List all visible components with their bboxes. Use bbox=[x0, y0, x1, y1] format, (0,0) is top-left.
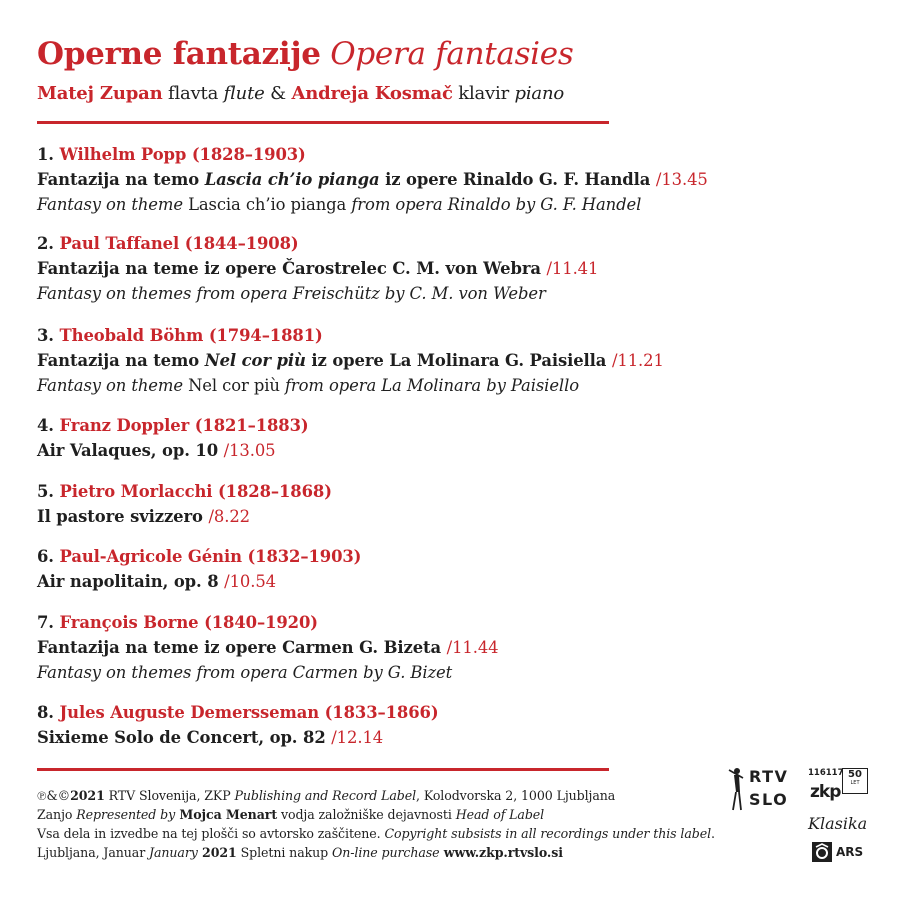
track-work-slovene bbox=[37, 725, 857, 750]
track-item bbox=[37, 231, 857, 323]
album-title-slovene: Operne fantazije bbox=[37, 36, 321, 72]
flutist-figure-icon bbox=[727, 766, 745, 812]
work-english-part: from opera Rinaldo by G. F. Handel bbox=[346, 195, 642, 214]
credits-line-date bbox=[37, 843, 715, 862]
track-composer-line bbox=[37, 142, 857, 167]
track-work-slovene bbox=[37, 348, 857, 373]
track-duration: /10.54 bbox=[224, 572, 276, 591]
ars-logo bbox=[812, 842, 872, 862]
track-duration: /11.41 bbox=[546, 259, 599, 278]
work-english-upright: Lascia ch’io pianga bbox=[188, 195, 347, 214]
album-title-english: Opera fantasies bbox=[330, 36, 574, 72]
bottom-divider bbox=[37, 768, 609, 771]
track-work-slovene bbox=[37, 256, 857, 281]
credits-text: Ljubljana, Januar bbox=[37, 845, 150, 860]
track-work-slovene bbox=[37, 569, 857, 594]
track-work-english bbox=[37, 373, 857, 398]
work-title-part: Fantazija na temo bbox=[37, 351, 205, 370]
track-item bbox=[37, 700, 857, 750]
ampersand: & bbox=[270, 83, 286, 104]
ars-mark-icon bbox=[812, 842, 832, 862]
work-title-part: iz opere La Molinara G. Paisiella bbox=[305, 351, 607, 370]
klasika-label: Klasika bbox=[808, 814, 868, 833]
credits-text: . bbox=[711, 826, 715, 841]
credits-text: Spletni nakup bbox=[236, 845, 333, 860]
zkp-catalog-number: 116117 bbox=[808, 768, 844, 778]
track-composer-line bbox=[37, 231, 857, 256]
credits-text-italic: Represented by bbox=[76, 807, 176, 822]
credits-text-italic: On-line purchase bbox=[332, 845, 440, 860]
track-list bbox=[37, 142, 857, 750]
track-composer-line bbox=[37, 700, 857, 725]
performer-2-instrument-en: piano bbox=[514, 83, 564, 104]
track-work-slovene bbox=[37, 167, 857, 192]
performer-1-instrument-en: flute bbox=[223, 83, 265, 104]
track-work-english bbox=[37, 660, 857, 685]
work-english-part: Fantasy on themes from opera Freischütz by C. M. von Weber bbox=[37, 284, 546, 303]
work-title-part: iz opere Rinaldo G. F. Handla bbox=[379, 170, 651, 189]
copyright-symbols: ℗&© bbox=[37, 788, 71, 803]
track-number: 2. bbox=[37, 234, 54, 253]
track-number: 4. bbox=[37, 416, 54, 435]
track-composer-line bbox=[37, 413, 857, 438]
track-composer: Paul-Agricole Génin (1832–1903) bbox=[59, 547, 362, 566]
track-composer: Wilhelm Popp (1828–1903) bbox=[59, 145, 306, 164]
performer-2-name: Andreja Kosmač bbox=[291, 83, 453, 104]
work-english-part: Fantasy on theme bbox=[37, 376, 189, 395]
work-title-part: Sixieme Solo de Concert, op. 82 bbox=[37, 728, 326, 747]
work-title-part: Fantazija na teme iz opere Carmen G. Bizeta bbox=[37, 638, 442, 657]
track-composer: Theobald Böhm (1794–1881) bbox=[59, 326, 323, 345]
track-work-slovene bbox=[37, 438, 857, 463]
track-duration: /13.05 bbox=[223, 441, 276, 460]
fifty-years-badge bbox=[842, 768, 868, 794]
track-number: 5. bbox=[37, 482, 54, 501]
work-english-upright: Nel cor più bbox=[188, 376, 280, 395]
credits-text-italic: Copyright subsists in all recordings under this label bbox=[384, 826, 712, 841]
work-english-part: Fantasy on theme bbox=[37, 195, 189, 214]
track-duration: /13.45 bbox=[655, 170, 708, 189]
top-divider bbox=[37, 121, 609, 124]
rtv-logo-line2: SLO bbox=[749, 790, 789, 809]
rtv-slo-logo bbox=[727, 766, 797, 812]
track-composer: Jules Auguste Demersseman (1833–1866) bbox=[59, 703, 439, 722]
track-item bbox=[37, 610, 857, 700]
fifty-years-label: LET bbox=[850, 780, 860, 786]
track-duration: /12.14 bbox=[331, 728, 384, 747]
credits-text: Vsa dela in izvedbe na tej plošči so avtorsko zaščitene. bbox=[37, 826, 385, 841]
performer-1-name: Matej Zupan bbox=[37, 83, 163, 104]
track-work-english bbox=[37, 192, 857, 217]
work-title-part: Fantazija na teme iz opere Čarostrelec C. M. von Webra bbox=[37, 259, 541, 278]
work-title-part: Fantazija na temo bbox=[37, 170, 205, 189]
work-english-part: from opera La Molinara by Paisiello bbox=[279, 376, 579, 395]
track-duration: /11.21 bbox=[611, 351, 664, 370]
zkp-wordmark: zkp bbox=[810, 782, 841, 802]
work-title-italic: Nel cor più bbox=[204, 351, 306, 370]
track-composer-line bbox=[37, 610, 857, 635]
track-composer: François Borne (1840–1920) bbox=[59, 613, 318, 632]
track-composer-line bbox=[37, 544, 857, 569]
credits-text: Zanjo bbox=[37, 807, 77, 822]
track-composer-line bbox=[37, 479, 857, 504]
album-title bbox=[37, 34, 573, 74]
track-item bbox=[37, 323, 857, 413]
work-title-italic: Lascia ch’io pianga bbox=[204, 170, 380, 189]
track-duration: /8.22 bbox=[208, 507, 251, 526]
track-number: 6. bbox=[37, 547, 54, 566]
credits-text-italic: Publishing and Record Label bbox=[234, 788, 417, 803]
track-composer: Paul Taffanel (1844–1908) bbox=[59, 234, 299, 253]
track-composer-line bbox=[37, 323, 857, 348]
credits-text: RTV Slovenija, ZKP bbox=[104, 788, 235, 803]
shop-url: www.zkp.rtvslo.si bbox=[439, 845, 563, 860]
track-item bbox=[37, 142, 857, 231]
credits-text-italic: Head of Label bbox=[455, 807, 545, 822]
track-item bbox=[37, 544, 857, 610]
track-number: 1. bbox=[37, 145, 54, 164]
track-duration: /11.44 bbox=[446, 638, 499, 657]
work-title-part: Il pastore svizzero bbox=[37, 507, 203, 526]
representative-name: Mojca Menart bbox=[175, 807, 278, 822]
work-title-part: Air napolitain, op. 8 bbox=[37, 572, 219, 591]
work-title-part: Air Valaques, op. 10 bbox=[37, 441, 219, 460]
work-english-part: Fantasy on themes from opera Carmen by G. Bizet bbox=[37, 663, 453, 682]
fifty-years-number: 50 bbox=[848, 769, 862, 780]
copyright-year: 2021 bbox=[70, 788, 105, 803]
zkp-logo bbox=[808, 768, 868, 808]
rtv-logo-line1: RTV bbox=[749, 767, 789, 786]
credits-line-copyright bbox=[37, 786, 715, 805]
credits-text: , Kolodvorska 2, 1000 Ljubljana bbox=[416, 788, 616, 803]
track-work-english bbox=[37, 281, 857, 306]
track-composer: Pietro Morlacchi (1828–1868) bbox=[59, 482, 332, 501]
ars-wordmark: ARS bbox=[836, 845, 864, 859]
performer-2-instrument-si: klavir bbox=[458, 83, 509, 104]
track-number: 7. bbox=[37, 613, 54, 632]
track-composer: Franz Doppler (1821–1883) bbox=[59, 416, 309, 435]
credits-line-representative bbox=[37, 805, 715, 824]
credits-block bbox=[37, 786, 715, 862]
track-work-slovene bbox=[37, 635, 857, 660]
credits-text-italic: January bbox=[149, 845, 198, 860]
credits-line-rights bbox=[37, 824, 715, 843]
track-item bbox=[37, 479, 857, 544]
performers-line bbox=[37, 82, 564, 106]
credits-text: vodja založniške dejavnosti bbox=[277, 807, 456, 822]
performer-1-instrument-si: flavta bbox=[168, 83, 219, 104]
track-work-slovene bbox=[37, 504, 857, 529]
track-number: 8. bbox=[37, 703, 54, 722]
release-year: 2021 bbox=[197, 845, 237, 860]
track-number: 3. bbox=[37, 326, 54, 345]
track-item bbox=[37, 413, 857, 479]
